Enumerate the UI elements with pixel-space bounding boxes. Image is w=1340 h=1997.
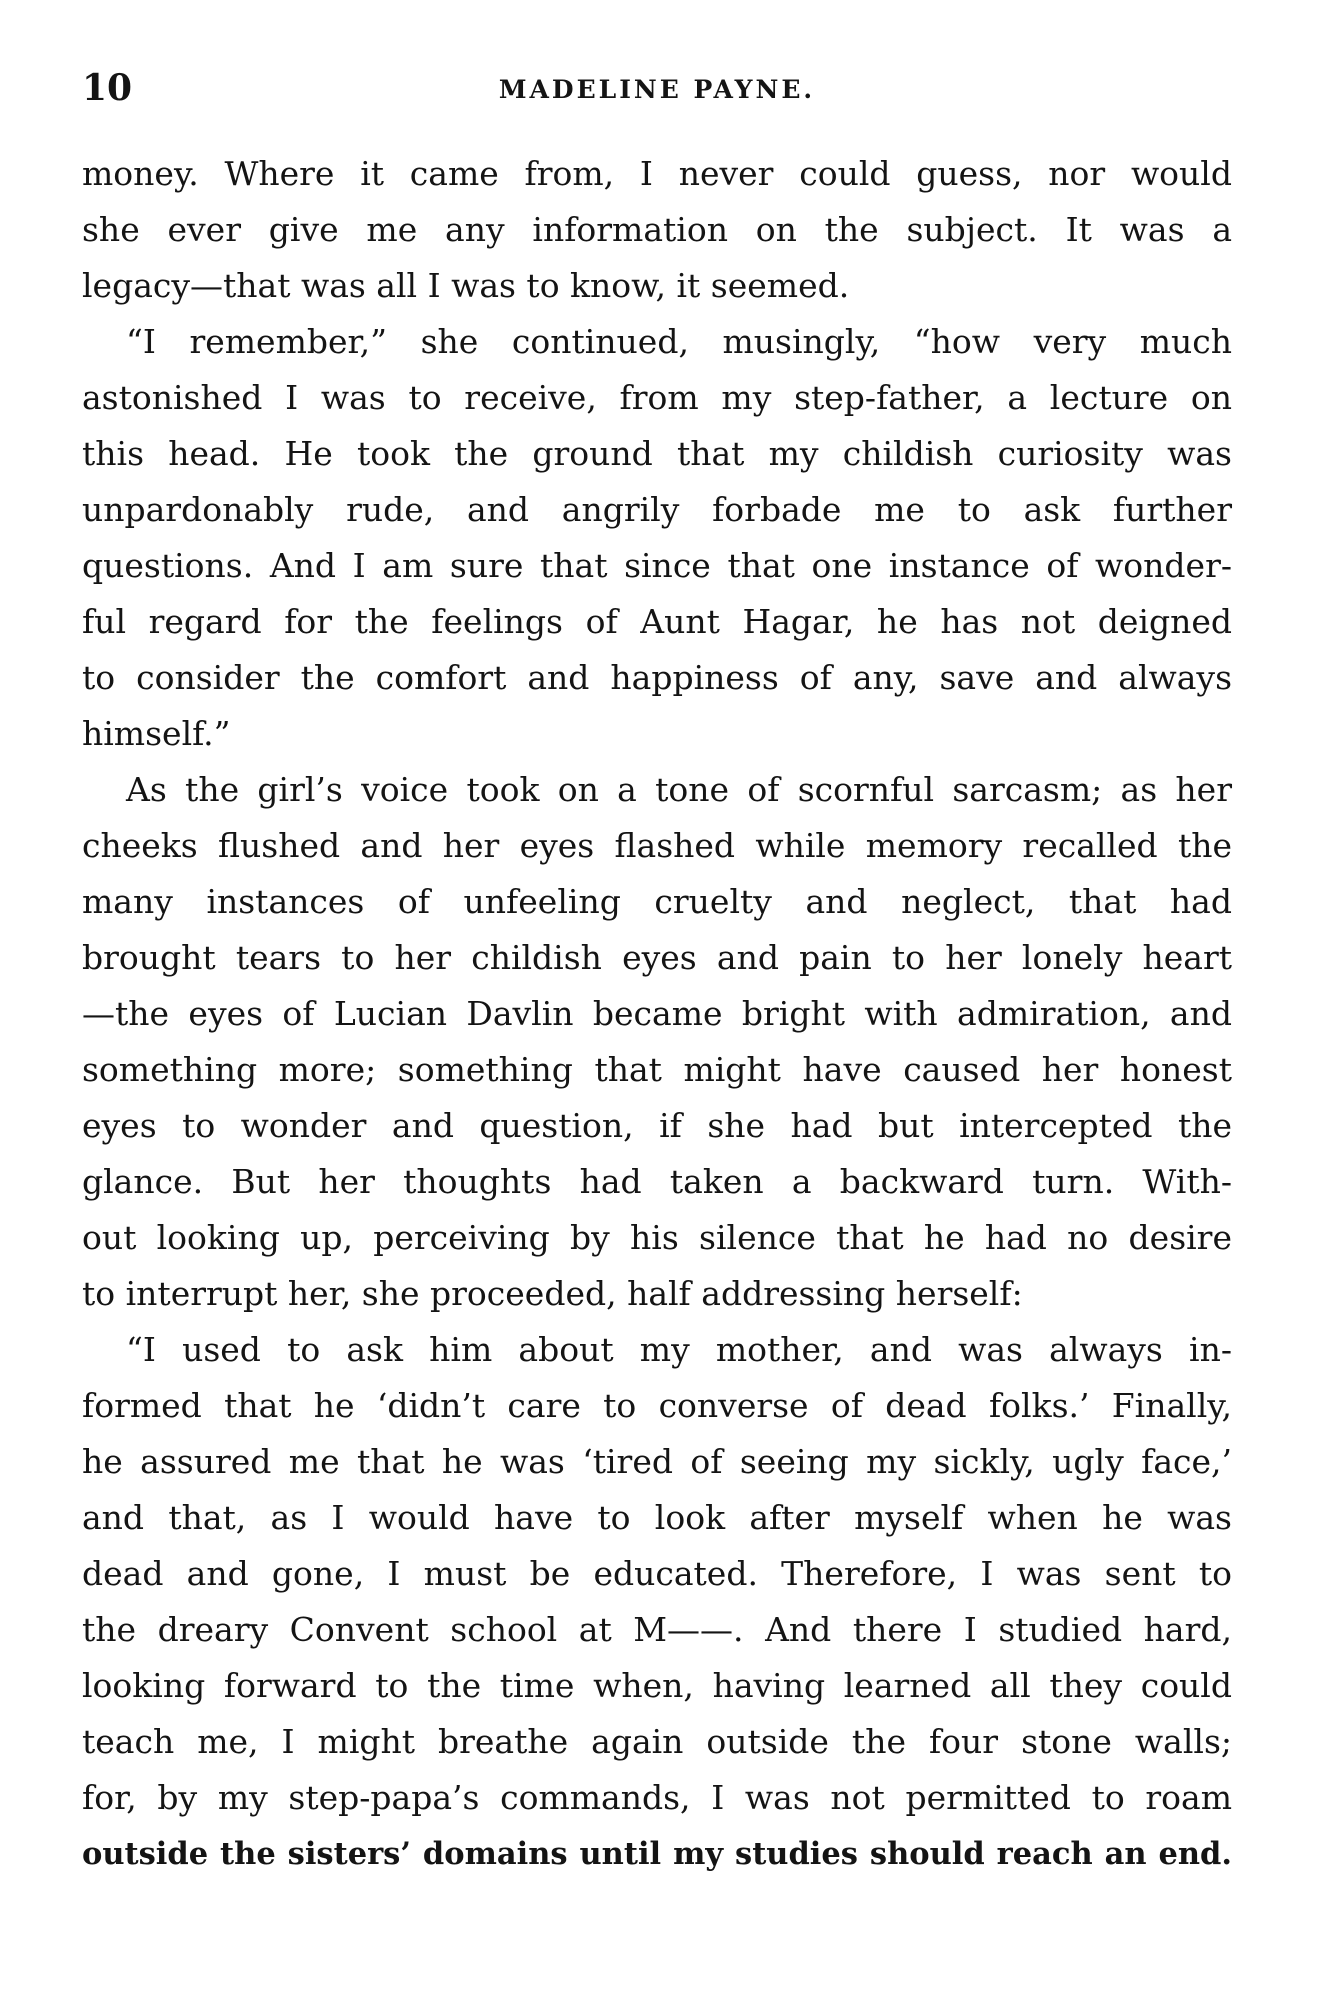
paragraph-start-line: “I remember,” she continued, musingly, “how very much (126, 322, 1232, 361)
text-line: money. Where it came from, I never could guess, nor would (82, 154, 1232, 193)
text-line: looking forward to the time when, having learned all they could (82, 1666, 1232, 1705)
text-line: out looking up, perceiving by his silence that he had no desire (82, 1218, 1232, 1257)
text-line: himself.” (82, 714, 231, 753)
text-line: teach me, I might breathe again outside the four stone walls; (82, 1722, 1232, 1761)
text-line: to interrupt her, she proceeded, half addressing herself: (82, 1274, 1023, 1313)
text-line: astonished I was to receive, from my step-father, a lecture on (82, 378, 1232, 417)
text-line: and that, as I would have to look after myself when he was (82, 1498, 1232, 1537)
text-line: formed that he ‘didn’t care to converse of dead folks.’ Finally, (82, 1386, 1232, 1425)
text-line: questions. And I am sure that since that one instance of wonder- (82, 546, 1232, 585)
text-line: many instances of unfeeling cruelty and neglect, that had (82, 882, 1232, 921)
text-line: cheeks flushed and her eyes flashed while memory recalled the (82, 826, 1232, 865)
paragraph-start-line: “I used to ask him about my mother, and was always in- (126, 1330, 1232, 1369)
paragraph-start-line: As the girl’s voice took on a tone of scornful sarcasm; as her (126, 770, 1232, 809)
text-line: outside the sisters’ domains until my studies should reach an end. (82, 1836, 1232, 1872)
running-title: MADELINE PAYNE. (498, 75, 816, 104)
text-line: she ever give me any information on the subject. It was a (82, 210, 1232, 249)
page-number: 10 (82, 67, 133, 109)
text-line: glance. But her thoughts had taken a backward turn. With- (82, 1162, 1232, 1201)
text-line: —the eyes of Lucian Davlin became bright with admiration, and (82, 994, 1232, 1033)
body-text (82, 146, 1232, 1882)
text-line: something more; something that might have caused her honest (82, 1050, 1232, 1089)
text-line: dead and gone, I must be educated. Therefore, I was sent to (82, 1554, 1232, 1593)
text-line: ful regard for the feelings of Aunt Hagar, he has not deigned (82, 602, 1232, 641)
text-line: this head. He took the ground that my childish curiosity was (82, 434, 1232, 473)
text-line: to consider the comfort and happiness of any, save and always (82, 658, 1232, 697)
text-line: he assured me that he was ‘tired of seeing my sickly, ugly face,’ (82, 1442, 1232, 1481)
text-line: brought tears to her childish eyes and pain to her lonely heart (82, 938, 1232, 977)
text-line: for, by my step-papa’s commands, I was not permitted to roam (82, 1778, 1232, 1817)
text-line: eyes to wonder and question, if she had but intercepted the (82, 1106, 1232, 1145)
text-line: legacy—that was all I was to know, it seemed. (82, 266, 850, 305)
text-line: unpardonably rude, and angrily forbade me to ask further (82, 490, 1232, 529)
text-line: the dreary Convent school at M——. And there I studied hard, (82, 1610, 1232, 1649)
page-header (82, 58, 1232, 118)
